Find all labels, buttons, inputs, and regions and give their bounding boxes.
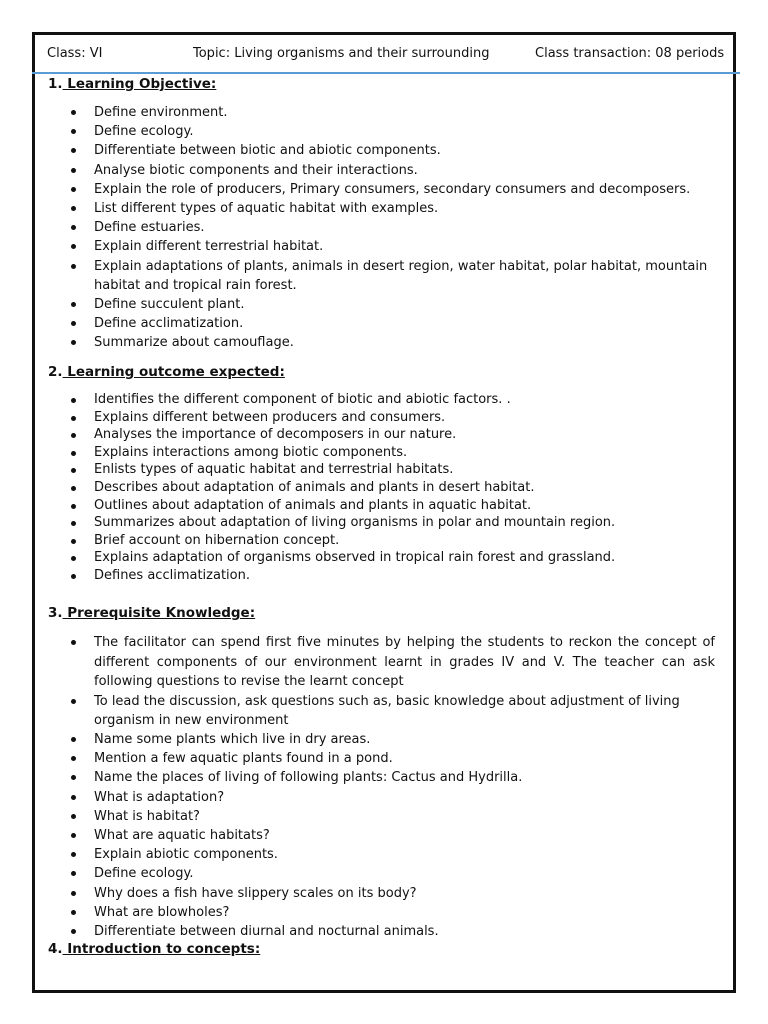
list-item: Explains adaptation of organisms observed in tropical rain forest and grassland. [35, 549, 733, 567]
list-item: Differentiate between diurnal and nocturnal animals. [35, 922, 733, 941]
learning-objective-list [35, 103, 733, 353]
list-item: Why does a fish have slippery scales on its body? [35, 884, 733, 903]
list-item: Summarize about camouflage. [35, 333, 733, 352]
section-title: Introduction to concepts: [62, 941, 261, 957]
header-divider [32, 72, 740, 74]
list-item: Name some plants which live in dry areas. [35, 730, 733, 749]
section-heading-introduction-to-concepts [48, 941, 260, 957]
list-item: Name the places of living of following plants: Cactus and Hydrilla. [35, 768, 733, 787]
list-item: List different types of aquatic habitat with examples. [35, 199, 733, 218]
section-title: Learning outcome expected: [62, 364, 285, 380]
class-label: Class: VI [47, 46, 103, 61]
section-heading-prerequisite-knowledge [48, 605, 255, 621]
list-item: Explains interactions among biotic components. [35, 444, 733, 462]
list-item: Explain different terrestrial habitat. [35, 237, 733, 256]
list-item: Explain the role of producers, Primary consumers, secondary consumers and decomposers. [35, 180, 733, 199]
list-item: What are blowholes? [35, 903, 733, 922]
class-transaction-label: Class transaction: 08 periods [535, 46, 725, 61]
section-number: 1. [48, 76, 63, 92]
list-item: Define succulent plant. [35, 295, 733, 314]
list-item: Define ecology. [35, 122, 733, 141]
topic-label: Topic: Living organisms and their surrounding [193, 46, 490, 61]
list-item: To lead the discussion, ask questions such as, basic knowledge about adjustment of living organism in new environment [35, 692, 733, 730]
list-item: Describes about adaptation of animals and plants in desert habitat. [35, 479, 733, 497]
section-number: 4. [48, 941, 63, 957]
section-heading-learning-objective [48, 76, 216, 92]
list-item: Define acclimatization. [35, 314, 733, 333]
list-item: The facilitator can spend first five minutes by helping the students to reckon the concept of different components of our environment learnt in grades IV and V. The teacher can ask following questions to revise the learnt concept [35, 633, 733, 692]
list-item: What is adaptation? [35, 788, 733, 807]
list-item: Define estuaries. [35, 218, 733, 237]
list-item: Analyse biotic components and their interactions. [35, 161, 733, 180]
list-item: Define environment. [35, 103, 733, 122]
section-number: 2. [48, 364, 63, 380]
learning-outcome-list [35, 391, 733, 585]
list-item: Enlists types of aquatic habitat and terrestrial habitats. [35, 461, 733, 479]
list-item: Explain adaptations of plants, animals in desert region, water habitat, polar habitat, mountain habitat and tropical rain forest. [35, 257, 733, 295]
list-item: Analyses the importance of decomposers in our nature. [35, 426, 733, 444]
list-item: Outlines about adaptation of animals and plants in aquatic habitat. [35, 497, 733, 515]
list-item: Identifies the different component of biotic and abiotic factors. . [35, 391, 733, 409]
list-item: What are aquatic habitats? [35, 826, 733, 845]
list-item: Summarizes about adaptation of living organisms in polar and mountain region. [35, 514, 733, 532]
prerequisite-knowledge-list [35, 633, 733, 941]
page-frame [32, 32, 736, 993]
list-item: Define ecology. [35, 864, 733, 883]
list-item: Explains different between producers and consumers. [35, 409, 733, 427]
document-header [35, 35, 733, 73]
list-item: Defines acclimatization. [35, 567, 733, 585]
list-item: Differentiate between biotic and abiotic components. [35, 141, 733, 160]
section-title: Prerequisite Knowledge: [62, 605, 256, 621]
section-number: 3. [48, 605, 63, 621]
list-item: Explain abiotic components. [35, 845, 733, 864]
section-title: Learning Objective: [62, 76, 217, 92]
list-item: What is habitat? [35, 807, 733, 826]
list-item: Brief account on hibernation concept. [35, 532, 733, 550]
section-heading-learning-outcome [48, 364, 285, 380]
list-item: Mention a few aquatic plants found in a pond. [35, 749, 733, 768]
